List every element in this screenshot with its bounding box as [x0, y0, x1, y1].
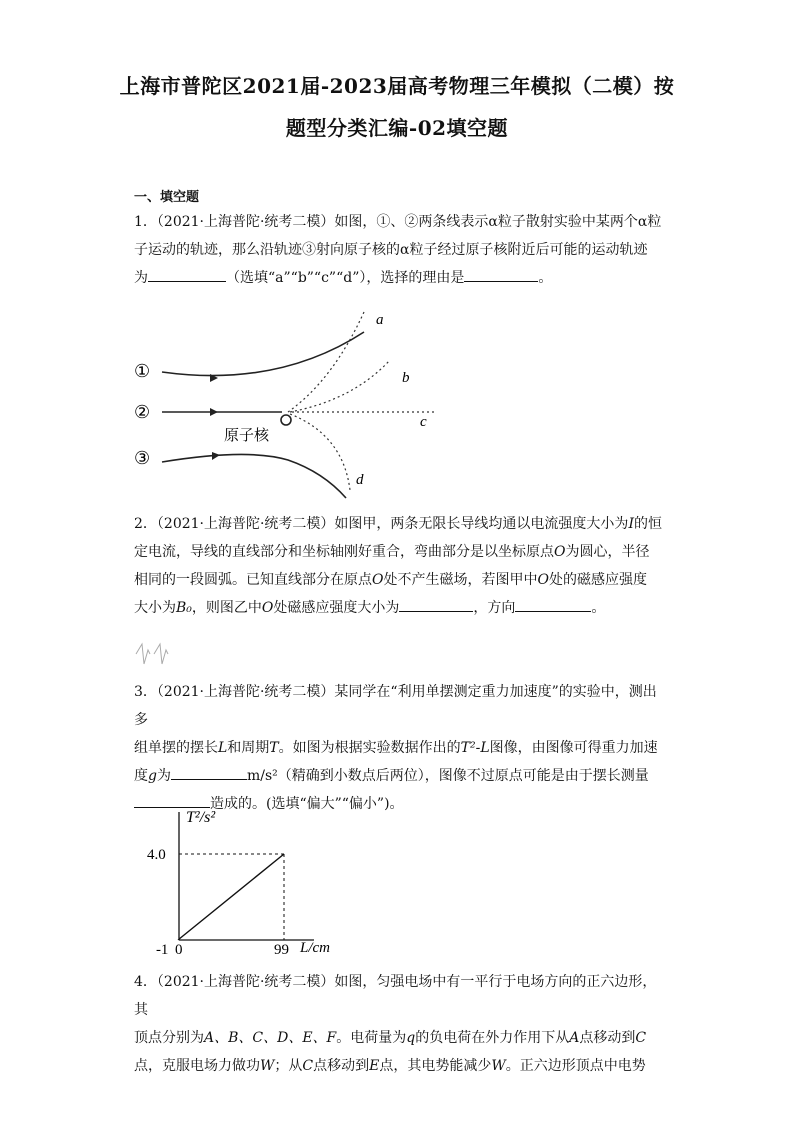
- q2-var: B₀: [176, 600, 192, 616]
- q2-text: 处的磁感应强度: [548, 572, 647, 588]
- q3-text: 为: [156, 768, 171, 784]
- q1-text: （选填“a”“b”“c”“d”），选择的理由是: [226, 270, 465, 286]
- q4-text: ；从: [274, 1058, 303, 1074]
- label-track-3: ③: [134, 448, 151, 468]
- path-b: [290, 360, 390, 412]
- q2-text: 2．（2021·上海普陀·统考二模）如图甲，两条无限长导线均通以电流强度大小为: [134, 516, 629, 532]
- q4-text: 点，其电势能减少: [379, 1058, 492, 1074]
- page-subtitle: 题型分类汇编-02填空题: [285, 116, 509, 140]
- nucleus-label: 原子核: [224, 428, 270, 444]
- q4-text: 点，克服电场力做功: [134, 1058, 260, 1074]
- series-line: [179, 854, 284, 939]
- q2-text: 处磁感应强度大小为: [273, 600, 400, 616]
- q4-var: A、B、C、D、E、F: [204, 1030, 337, 1046]
- q4-text: 点移动到: [313, 1058, 370, 1074]
- q3-text: 组单摆的摆长: [134, 740, 218, 756]
- q4-var: q: [406, 1030, 416, 1046]
- q3-var: T: [269, 740, 279, 756]
- q2-line-4: [134, 594, 662, 622]
- label-track-2: ②: [134, 402, 151, 422]
- q3-text: m/s²（精确到小数点后两位），图像不过原点可能是由于摆长测量: [246, 768, 649, 784]
- q1-line-1: 1．（2021·上海普陀·统考二模）如图，①、②两条线表示α粒子散射实验中某两个α粒: [134, 214, 662, 230]
- x-tick-label: -1: [155, 942, 169, 958]
- q2-line-3: [134, 566, 662, 594]
- x-axis-label: L/cm: [300, 940, 330, 956]
- label-b: b: [402, 370, 410, 386]
- page-title: 上海市普陀区2021届-2023届高考物理三年模拟（二模）按: [119, 74, 675, 98]
- line-extrapolation: [178, 939, 179, 940]
- q2-line-2: [134, 538, 662, 566]
- q2-var: O: [372, 572, 384, 588]
- q2-text: 为圆心，半径: [565, 544, 650, 560]
- label-d: d: [356, 472, 364, 488]
- q3-line-1: 3．（2021·上海普陀·统考二模）某同学在“利用单摆测定重力加速度”的实验中，测出多: [134, 684, 657, 728]
- alpha-scattering-figure: [128, 300, 448, 500]
- q4-var: C: [302, 1058, 314, 1074]
- q4-text: 顶点分别为: [134, 1030, 204, 1046]
- q4-text: 的负电荷在外力作用下从: [415, 1030, 570, 1046]
- q2-text: 定电流，导线的直线部分和坐标轴刚好重合，弯曲部分是以坐标原点: [134, 544, 554, 560]
- y-tick-label: 4.0: [147, 847, 166, 863]
- q2-text: 。: [591, 600, 606, 616]
- q4-var: A: [569, 1030, 580, 1046]
- q2-text: 相同的一段圆弧。已知直线部分在原点: [134, 572, 372, 588]
- q3-line-3: [134, 762, 662, 790]
- question-3: [134, 678, 662, 818]
- q2-blank-1[interactable]: [399, 597, 473, 612]
- q4-text: 点移动到: [579, 1030, 636, 1046]
- section-heading: 一、填空题: [134, 190, 200, 205]
- q3-blank-1[interactable]: [171, 765, 247, 780]
- q3-text: 图像，由图像可得重力加速: [489, 740, 658, 756]
- q2-var: I: [628, 516, 634, 532]
- question-2: [134, 510, 662, 622]
- q2-text: ，方向: [473, 600, 516, 616]
- broken-image-icon: [132, 640, 172, 668]
- q1-line-3: [134, 264, 662, 292]
- track-2-arrow: [210, 408, 218, 416]
- nucleus-circle: [281, 415, 291, 425]
- track-3-line: [162, 454, 346, 498]
- q1-blank-1[interactable]: [148, 267, 226, 282]
- q1-line-2: 子运动的轨迹，那么沿轨迹③射向原子核的α粒子经过原子核附近后可能的运动轨迹: [134, 242, 648, 258]
- q4-line-1: 4．（2021·上海普陀·统考二模）如图，匀强电场中有一平行于电场方向的正六边形，其: [134, 974, 657, 1018]
- question-1: [134, 208, 662, 292]
- question-4: [134, 968, 662, 1080]
- label-a: a: [376, 312, 384, 328]
- q3-text: 。如图为根据实验数据作出的: [278, 740, 461, 756]
- path-d: [290, 414, 350, 490]
- q3-text: 造成的。(选填“偏大”“偏小”)。: [210, 796, 404, 812]
- q3-text: 度: [134, 768, 148, 784]
- q2-var: O: [537, 572, 549, 588]
- q4-line-2: [134, 1024, 662, 1052]
- q1-text: 。: [538, 270, 553, 286]
- q2-line-1: [134, 510, 662, 538]
- q3-var: g: [148, 768, 157, 784]
- q2-text: 的恒: [633, 516, 662, 532]
- q3-line-2: [134, 734, 662, 762]
- q4-var: E: [369, 1058, 380, 1074]
- q2-var: O: [261, 600, 274, 616]
- q4-var: W: [260, 1058, 275, 1074]
- q2-var: O: [554, 544, 566, 560]
- q4-text: 。正六边形顶点中电势: [505, 1058, 646, 1074]
- q2-text: 处不产生磁场，若图甲中: [383, 572, 538, 588]
- q2-blank-2[interactable]: [515, 597, 591, 612]
- y-axis-label: T²/s²: [186, 809, 216, 826]
- q3-text: 和周期: [227, 740, 270, 756]
- q2-text: ，则图乙中: [191, 600, 262, 616]
- q4-line-3: [134, 1052, 662, 1080]
- t2-l-chart: [134, 800, 354, 960]
- track-1-line: [162, 332, 364, 376]
- q3-var: L: [218, 740, 228, 756]
- label-c: c: [420, 414, 427, 430]
- label-track-1: ①: [134, 361, 151, 381]
- x-tick-label: 99: [274, 942, 289, 958]
- q2-text: 大小为: [134, 600, 176, 616]
- q1-text: 为: [134, 270, 148, 286]
- q4-text: 。电荷量为: [336, 1030, 407, 1046]
- q3-var: T²-L: [460, 740, 490, 756]
- q4-var: W: [491, 1058, 506, 1074]
- q4-var: C: [635, 1030, 647, 1046]
- q1-blank-2[interactable]: [464, 267, 538, 282]
- x-tick-label: 0: [175, 942, 183, 958]
